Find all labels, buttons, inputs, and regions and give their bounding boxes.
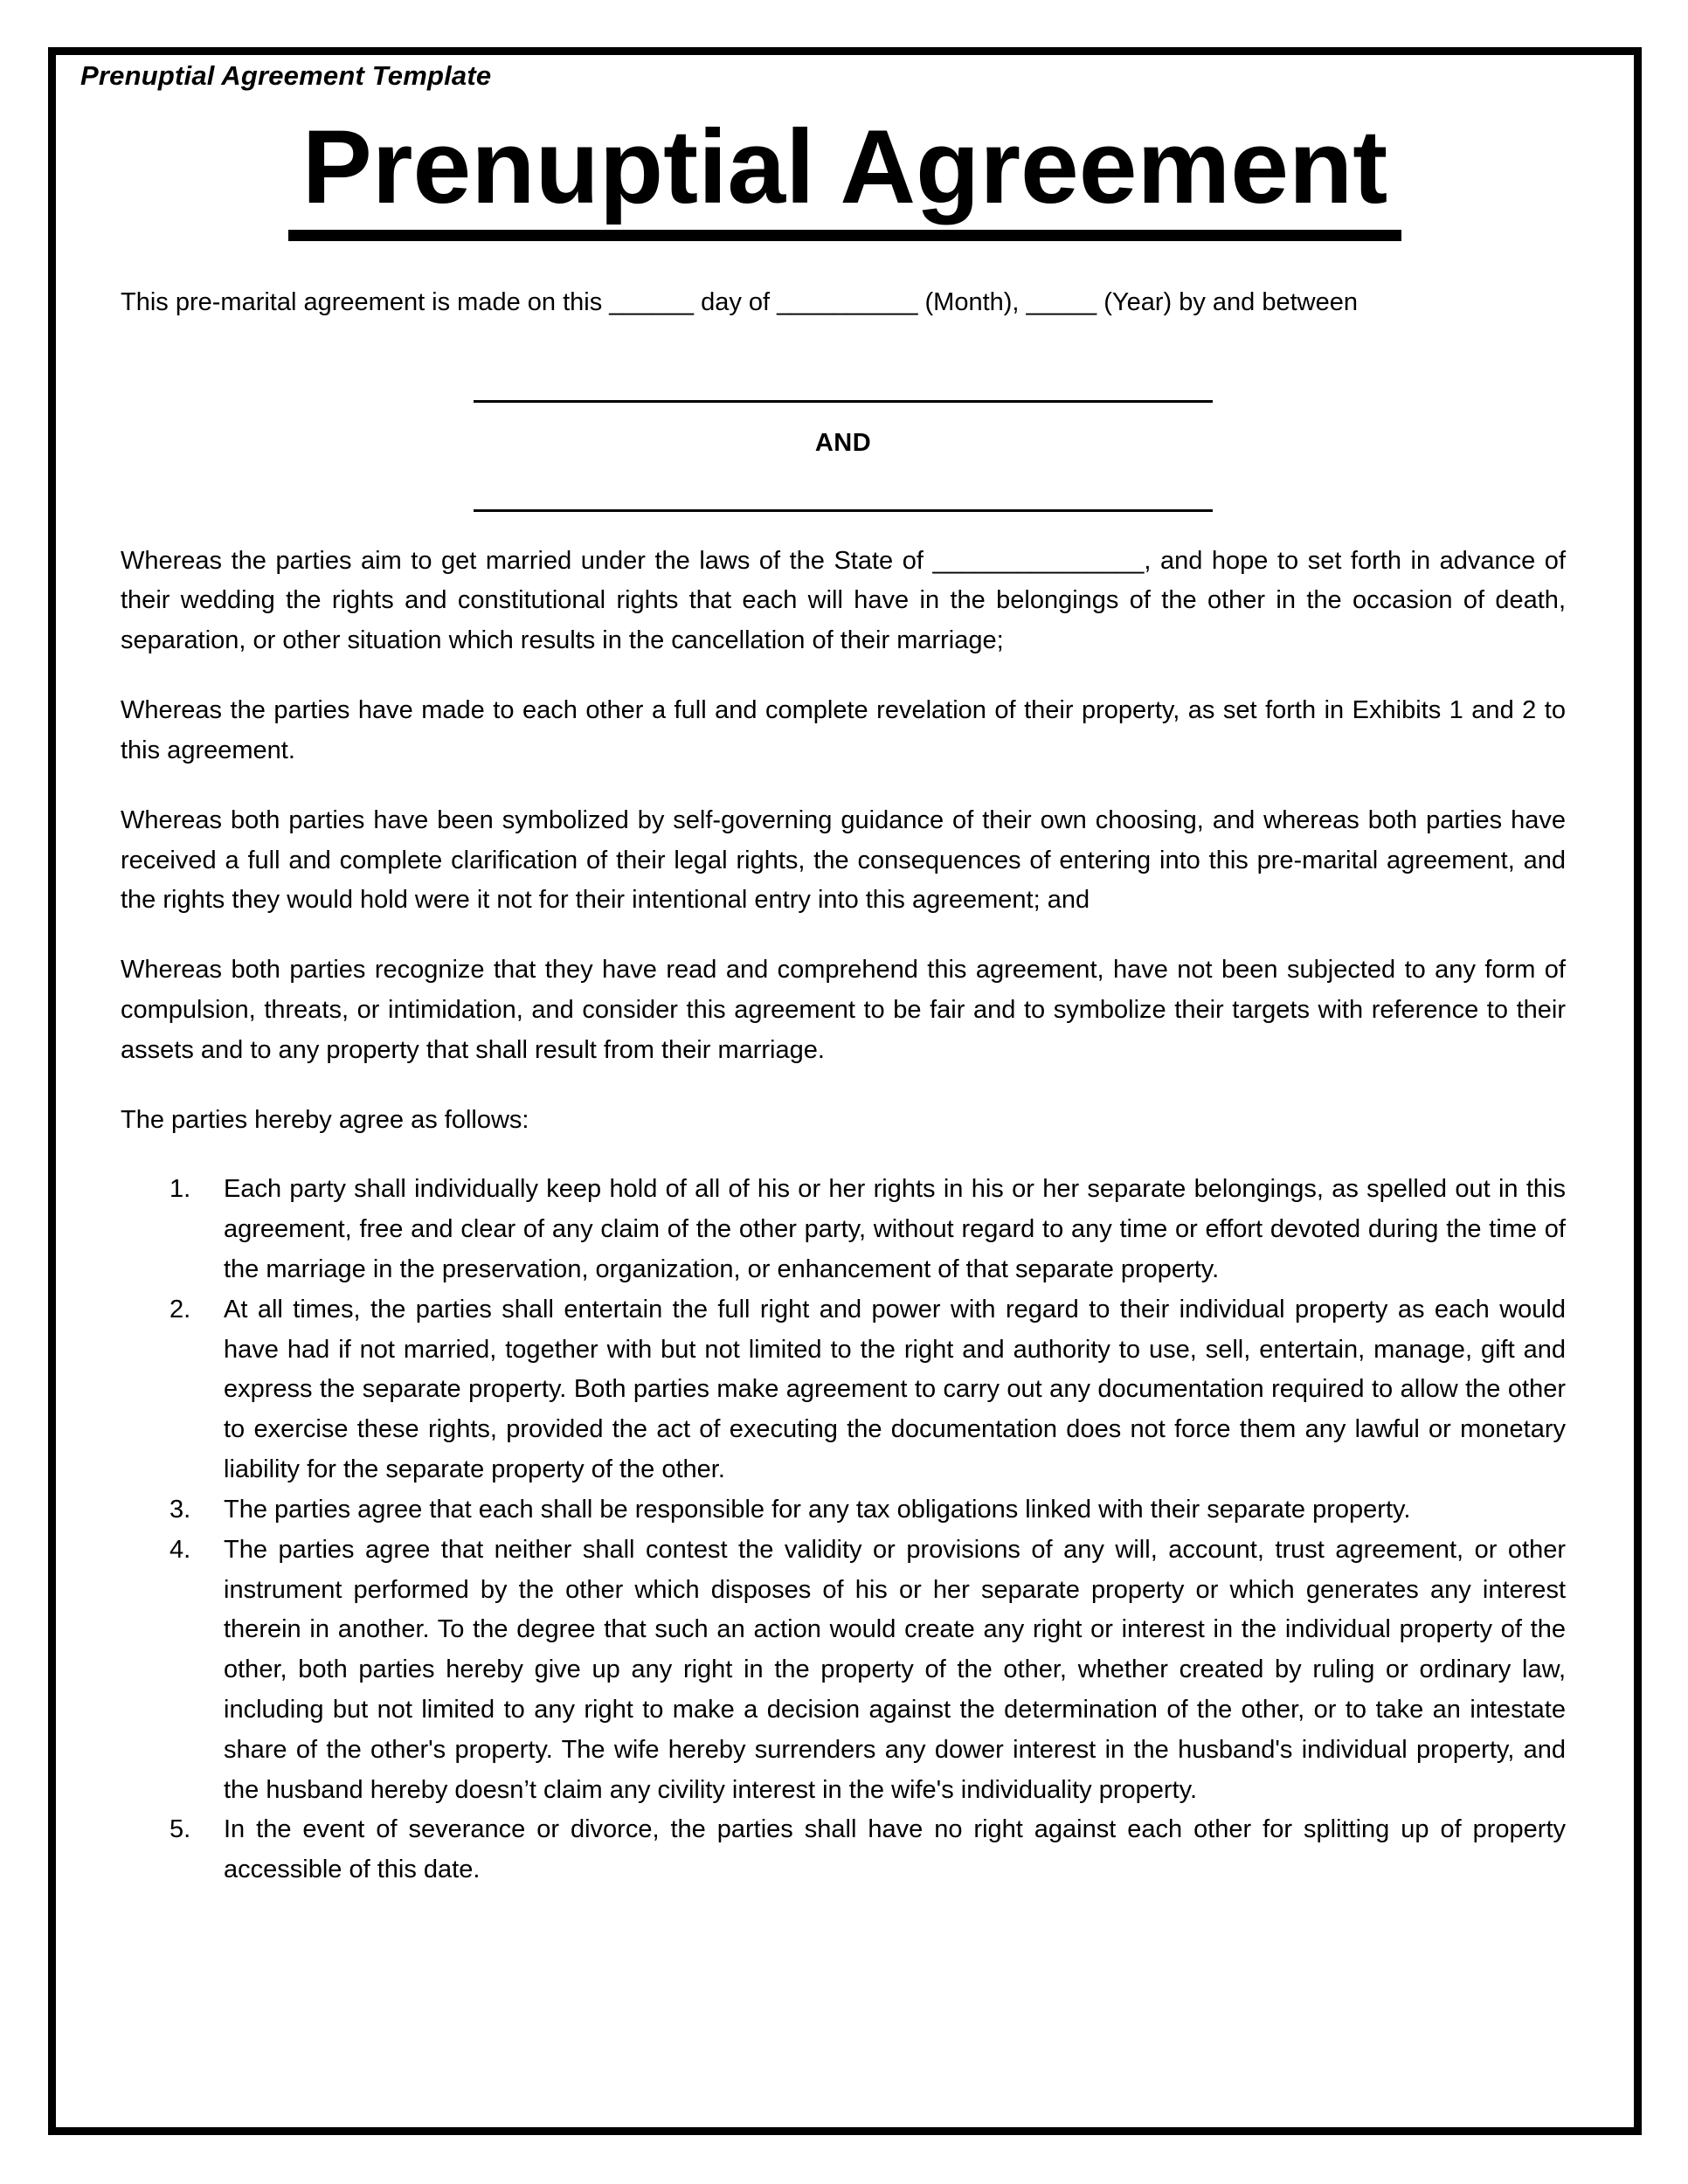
- clause-item-1: [121, 1170, 1566, 1289]
- clause-number: 4.: [169, 1535, 191, 1564]
- whereas-paragraph-1: Whereas the parties aim to get married under the laws of the State of _______________, and hope to set forth in advance of their wedding the rights and constitutional rights that each will have in the belongings of the other in the occasion of death, separation, or other situation which results in the cancellation of their marriage;: [121, 546, 1566, 655]
- title-row: [56, 108, 1634, 241]
- clause-number: 1.: [169, 1175, 191, 1204]
- document-body: [56, 283, 1634, 1890]
- clause-number: 3.: [169, 1495, 191, 1524]
- clause-item-3: [121, 1490, 1566, 1531]
- clause-text: At all times, the parties shall entertain the full right and power with regard to their individual property as each would have had if not married, together with but not limited to the right and authority to use, sell, entertain, manage, gift and express the separate property. Both parties make agreement to carry out any documentation required to allow the other to exercise these rights, provided the act of executing the documentation does not force them any lawful or monetary liability for the separate property of the other.: [224, 1295, 1566, 1484]
- clause-text: The parties agree that neither shall contest the validity or provisions of any will, account, trust agreement, or other instrument performed by the other which disposes of his or her separate property or which generates any interest therein in another. To the degree that such an action would create any right or interest in the individual property of the other, both parties hereby give up any right in the property of the other, whether created by ruling or ordinary law, including but not limited to any right to make a decision against the determination of the other, or to take an intestate share of the other's property. The wife hereby surrenders any dower interest in the husband's individual property, and the husband hereby doesn’t claim any civility interest in the wife's individuality property.: [224, 1535, 1566, 1804]
- clause-item-4: [121, 1531, 1566, 1811]
- clause-number: 5.: [169, 1815, 191, 1844]
- whereas-paragraph-4: Whereas both parties recognize that they have read and comprehend this agreement, have not been subjected to any form of compulsion, threats, or intimidation, and consider this agreement to be fair and to symbolize their targets with reference to their assets and to any property that shall result from their marriage.: [121, 956, 1566, 1064]
- whereas-paragraph-3: Whereas both parties have been symbolized by self-governing guidance of their own choosing, and whereas both parties have received a full and complete clarification of their legal rights, the consequences of entering into this pre-marital agreement, and the rights they would hold were it not for their intentional entry into this agreement; and: [121, 805, 1566, 915]
- template-header-label: Prenuptial Agreement Template: [80, 60, 492, 91]
- document-title: Prenuptial Agreement: [288, 114, 1401, 241]
- clause-text: Each party shall individually keep hold of all of his or her rights in his or her separate belongings, as spelled out in this agreement, free and clear of any claim of the other party, without regard to any time or effort devoted during the time of the marriage in the preservation, organization, or enhancement of that separate property.: [224, 1175, 1566, 1283]
- clause-text: The parties agree that each shall be responsible for any tax obligations linked with their separate property.: [224, 1495, 1411, 1524]
- and-label: AND: [814, 428, 872, 457]
- document-border-frame: [48, 47, 1642, 2135]
- clause-list: [121, 1170, 1566, 1890]
- intro-paragraph: This pre-marital agreement is made on this ______ day of __________ (Month), _____ (Year) by and between: [121, 288, 1358, 316]
- party-two-blank-line: [474, 509, 1213, 512]
- whereas-paragraph-2: Whereas the parties have made to each other a full and complete revelation of their property, as set forth in Exhibits 1 and 2 to this agreement.: [121, 696, 1566, 764]
- clause-item-2: [121, 1290, 1566, 1490]
- party-one-blank-line: [474, 400, 1213, 403]
- clause-item-5: [121, 1810, 1566, 1890]
- agree-intro-line: The parties hereby agree as follows:: [121, 1105, 529, 1134]
- clause-text: In the event of severance or divorce, the parties shall have no right against each other for splitting up of property accessible of this date.: [224, 1815, 1566, 1884]
- clause-number: 2.: [169, 1295, 191, 1324]
